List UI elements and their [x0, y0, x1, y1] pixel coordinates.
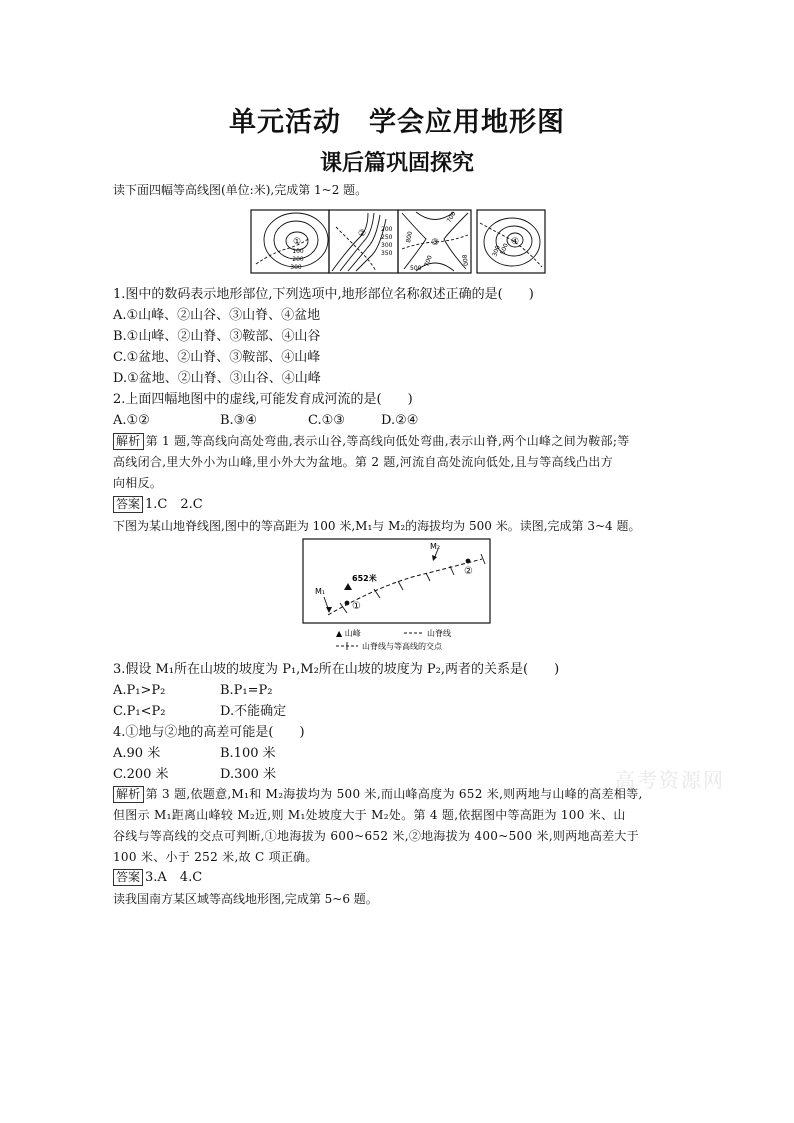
fig1-contour-label: 200: [292, 256, 304, 263]
label-m1: M₁: [315, 587, 326, 596]
question-2-option-d[interactable]: D.②④: [381, 413, 419, 428]
question-3-option-b[interactable]: B.P₁=P₂: [220, 683, 273, 698]
intro-q5-6: 读我国南方某区域等高线地形图,完成第 5~6 题。: [113, 892, 378, 906]
explanation-line: 谷线与等高线的交点可判断,①地海拔为 600~652 米,②地海拔为 400~500 米,则两地高差大于: [113, 829, 640, 843]
fig1-contour-label: 350: [381, 250, 393, 257]
fig1-contour-label: 800: [460, 254, 469, 267]
question-4-option-d[interactable]: D.300 米: [220, 767, 277, 782]
question-4-option-c[interactable]: C.200 米: [113, 767, 169, 782]
question-2-option-c[interactable]: C.①③: [308, 413, 345, 428]
contour-map-2: [329, 210, 398, 273]
legend-intersection: 山脊线与等高线的交点: [362, 642, 442, 651]
explanation-line: 高线闭合,里大外小为山峰,里小外大为盆地。第 2 题,河流自高处流向低处,且与等高线凸出方: [113, 455, 614, 469]
answer-2: [113, 868, 202, 888]
question-2-stem: 2.上面四幅地图中的虚线,可能发育成河流的是( ): [113, 392, 413, 407]
question-1-stem: 1.图中的数码表示地形部位,下列选项中,地形部位名称叙述正确的是( ): [113, 287, 534, 302]
explanation-1: [113, 431, 683, 494]
fig1-contour-label: 700: [445, 210, 458, 224]
question-3-option-d[interactable]: D.不能确定: [220, 704, 287, 719]
explanation-line: 但图示 M₁距离山峰较 M₂近,则 M₁处坡度大于 M₂处。第 4 题,依据图中等高距为 100 米、山: [113, 808, 626, 822]
fig1-contour-label: 100: [292, 248, 304, 255]
question-2-option-a[interactable]: A.①②: [113, 413, 150, 428]
question-4-option-a[interactable]: A.90 米: [113, 746, 161, 761]
explanation-tag: 解析: [113, 786, 144, 803]
watermark: 高考资源网: [615, 768, 725, 792]
ridge-line-figure: [300, 537, 494, 655]
fig1-contour-label: 500: [410, 265, 422, 272]
question-3-stem: 3.假设 M₁所在山坡的坡度为 P₁,M₂所在山坡的坡度为 P₂,两者的关系是( ): [113, 662, 560, 677]
label-point-1: ①: [352, 601, 361, 612]
page-subtitle: 课后篇巩固探究: [319, 151, 474, 176]
question-3-option-c[interactable]: C.P₁<P₂: [113, 704, 166, 719]
contour-maps-figure: [250, 209, 546, 275]
question-1-option-c[interactable]: C.①盆地、②山脊、③鞍部、④山峰: [113, 350, 321, 365]
question-1-option-d[interactable]: D.①盆地、②山脊、③山谷、④山峰: [113, 371, 321, 386]
explanation-line: 100 米、小于 252 米,故 C 项正确。: [113, 850, 318, 864]
answer-1: [113, 495, 203, 515]
fig1-contour-label: 500: [499, 242, 510, 256]
fig1-label-4: ④: [510, 237, 520, 247]
page-title: 单元活动 学会应用地形图: [229, 107, 565, 138]
explanation-tag: 解析: [113, 433, 144, 450]
fig1-contour-label: 200: [381, 226, 393, 233]
legend-ridge: 山脊线: [427, 629, 451, 638]
answer-text: 1.C 2.C: [145, 497, 203, 512]
fig1-contour-label: 300: [290, 264, 302, 271]
fig1-label-3: ③: [430, 238, 440, 248]
fig1-label-1: ①: [292, 237, 302, 247]
explanation-line: 第 1 题,等高线向高处弯曲,表示山谷,等高线向低处弯曲,表示山脊,两个山峰之间为鞍部;等: [145, 434, 630, 448]
fig1-contour-label: 700: [423, 254, 434, 268]
explanation-line: 向相反。: [113, 476, 163, 490]
fig1-contour-label: 250: [381, 234, 393, 241]
peak-marker: [344, 583, 352, 590]
contour-map-4: [477, 210, 545, 273]
fig1-contour-label: 300: [381, 242, 393, 249]
question-4-stem: 4.①地与②地的高差可能是( ): [113, 725, 305, 740]
question-1-option-b[interactable]: B.①山峰、②山脊、③鞍部、④山谷: [113, 329, 321, 344]
intro-q1-2: 读下面四幅等高线图(单位:米),完成第 1~2 题。: [113, 183, 368, 197]
contour-map-3: [398, 210, 471, 273]
question-3-option-a[interactable]: A.P₁>P₂: [113, 683, 166, 698]
answer-text: 3.A 4.C: [145, 870, 203, 885]
answer-tag: 答案: [113, 496, 143, 513]
question-1-option-a[interactable]: A.①山峰、②山谷、③山脊、④盆地: [113, 308, 321, 323]
question-4-option-b[interactable]: B.100 米: [220, 746, 276, 761]
fig1-contour-label: 300: [491, 244, 502, 258]
question-2-option-b[interactable]: B.③④: [220, 413, 257, 428]
label-point-2: ②: [464, 566, 473, 577]
answer-tag: 答案: [113, 869, 143, 886]
explanation-line: 第 3 题,依题意,M₁和 M₂海拔均为 500 米,而山峰高度为 652 米,则两地与山峰的高差相等,: [145, 787, 643, 801]
intro-q3-4: 下图为某山地脊线图,图中的等高距为 100 米,M₁与 M₂的海拔均为 500 米。读图,完成第 3~4 题。: [113, 519, 641, 533]
label-peak-height: 652米: [352, 574, 377, 583]
explanation-2: [113, 784, 683, 868]
legend-peak: ▲ 山峰: [336, 629, 361, 638]
contour-map-1: [251, 210, 329, 273]
label-m2: M₂: [430, 542, 441, 551]
fig1-label-2: ②: [357, 229, 367, 239]
fig1-contour-label: 800: [405, 230, 414, 244]
